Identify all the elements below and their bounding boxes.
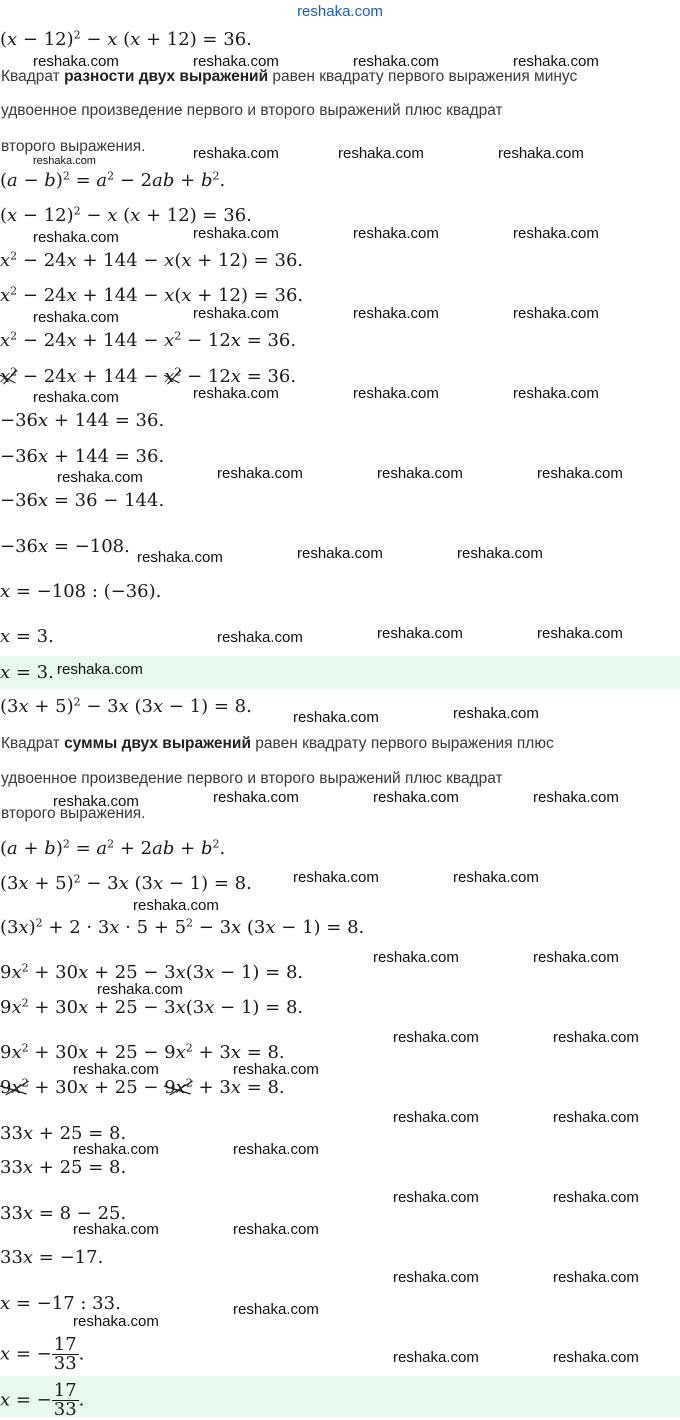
watermark: reshaka.com <box>33 229 119 246</box>
watermark: reshaka.com <box>537 465 623 482</box>
watermark: reshaka.com <box>453 869 539 886</box>
watermark: reshaka.com <box>193 145 279 162</box>
watermark: reshaka.com <box>57 469 143 486</box>
watermark: reshaka.com <box>377 625 463 642</box>
watermark: reshaka.com <box>57 661 143 678</box>
task2-step-2: $(3x)^2 + 2 \cdot 3x \cdot 5 + 5^2 - 3x$ (3x − 1) = 8. <box>0 916 365 938</box>
watermark: reshaka.com <box>533 789 619 806</box>
watermark: reshaka.com <box>293 869 379 886</box>
task1-answer: x = 3. <box>0 662 54 683</box>
watermark: reshaka.com <box>393 1189 479 1206</box>
watermark: reshaka.com <box>233 1221 319 1238</box>
watermark: reshaka.com <box>513 385 599 402</box>
task1-rule-line2: удвоенное произведение первого и второго выражений плюс квадрат <box>1 102 503 119</box>
task1-step-3: $x^2 - 24x + 144 - x(x + 12) = 36$. <box>0 284 304 306</box>
task1-step-2: $x^2 - 24x + 144 - x(x + 12) = 36$. <box>0 249 304 271</box>
watermark: reshaka.com <box>233 1061 319 1078</box>
watermark: reshaka.com <box>233 1301 319 1318</box>
task2-rule-line1: Квадрат суммы двух выражений равен квадрату первого выражения плюс <box>1 735 554 752</box>
watermark: reshaka.com <box>193 305 279 322</box>
fraction: $\frac{17}{33}$ <box>53 1380 77 1420</box>
watermark: reshaka.com <box>73 1313 159 1330</box>
watermark: reshaka.com <box>217 465 303 482</box>
watermark: reshaka.com <box>457 545 543 562</box>
watermark: reshaka.com <box>213 789 299 806</box>
watermark: reshaka.com <box>33 309 119 326</box>
watermark: reshaka.com <box>33 53 119 70</box>
fraction: $\frac{17}{33}$ <box>53 1334 77 1374</box>
task2-rule-line2: удвоенное произведение первого и второго выражений плюс квадрат <box>1 770 503 787</box>
watermark: reshaka.com <box>73 1221 159 1238</box>
task1-step-7: −36x + 144 = 36. <box>0 446 165 467</box>
task2-equation: $(3x + 5)^2 - 3x$ (3x − 1) = 8. <box>0 695 252 717</box>
watermark: reshaka.com <box>513 53 599 70</box>
cancel-mark: $9x^2$ <box>164 1076 193 1098</box>
watermark: reshaka.com <box>377 465 463 482</box>
task1-step-8: −36x = 36 − 144. <box>0 490 165 511</box>
watermark: reshaka.com <box>553 1269 639 1286</box>
task2-step-4: $9x^2 + 30x + 25 - 3x(3x - 1) = 8$. <box>0 996 304 1018</box>
watermark: reshaka.com <box>553 1189 639 1206</box>
watermark: reshaka.com <box>33 389 119 406</box>
task2-step-10: 33x = −17. <box>0 1247 104 1268</box>
site-logo-link[interactable]: reshaka.com <box>297 3 383 20</box>
watermark: reshaka.com <box>193 385 279 402</box>
watermark: reshaka.com <box>137 549 223 566</box>
task1-rule-line3: второго выражения. <box>1 138 146 155</box>
watermark: reshaka.com <box>498 145 584 162</box>
watermark: reshaka.com <box>193 225 279 242</box>
watermark: reshaka.com <box>553 1349 639 1366</box>
watermark: reshaka.com <box>53 793 139 810</box>
watermark: reshaka.com <box>293 709 379 726</box>
task1-formula: $(a - b)^2 = a^2 - 2ab + b^2$. <box>0 169 226 191</box>
watermark: reshaka.com <box>233 1141 319 1158</box>
watermark: reshaka.com <box>537 625 623 642</box>
task1-step-4: $x^2 - 24x + 144 - x^2 - 12x = 36$. <box>0 329 297 351</box>
task2-rule-bold: суммы двух выражений <box>64 735 251 752</box>
task2-rule-line3: второго выражения. <box>1 805 146 822</box>
watermark: reshaka.com <box>217 629 303 646</box>
watermark: reshaka.com <box>133 897 219 914</box>
watermark: reshaka.com <box>393 1109 479 1126</box>
watermark: reshaka.com <box>553 1109 639 1126</box>
watermark: reshaka.com <box>533 949 619 966</box>
task2-step-5: $9x^2 + 30x + 25 - 9x^2 + 3x = 8$. <box>0 1041 285 1063</box>
watermark: reshaka.com <box>393 1029 479 1046</box>
watermark: reshaka.com <box>193 53 279 70</box>
task1-rule-bold: разности двух выражений <box>64 68 269 85</box>
task1-step-1: $(x - 12)^2 - x$ (x + 12) = 36. <box>0 204 252 226</box>
watermark: reshaka.com <box>373 949 459 966</box>
watermark: reshaka.com <box>353 305 439 322</box>
cancel-mark: $x^2$ <box>0 365 18 387</box>
cancel-mark: $9x^2$ <box>0 1076 29 1098</box>
watermark: reshaka.com <box>353 225 439 242</box>
watermark: reshaka.com <box>513 225 599 242</box>
task1-step-5-cancelled: $x^2$ − $24x + 144 - x^2$ − 12x = 36. <box>0 365 297 387</box>
task1-equation: $(x - 12)^2 - x$ (x + 12) = 36. <box>0 28 252 50</box>
task1-step-10: x = −108 : (−36). <box>0 581 162 602</box>
task1-step-11: x = 3. <box>0 626 54 647</box>
task2-step-6-cancelled: $9x^2$ + $30x + 25 - 9x^2$ + 3x = 8. <box>0 1076 285 1098</box>
watermark: reshaka.com <box>553 1029 639 1046</box>
watermark: reshaka.com <box>513 305 599 322</box>
watermark: reshaka.com <box>297 545 383 562</box>
answer-band-2 <box>0 1376 680 1420</box>
task2-answer: x = − $\frac{17}{33}$ . <box>0 1380 85 1420</box>
watermark: reshaka.com <box>353 53 439 70</box>
task2-step-11: x = −17 : 33. <box>0 1293 121 1314</box>
task2-step-7: 33x + 25 = 8. <box>0 1123 127 1144</box>
task1-step-6: −36x + 144 = 36. <box>0 410 165 431</box>
watermark: reshaka.com <box>338 145 424 162</box>
task2-step-1: $(3x + 5)^2 - 3x$ (3x − 1) = 8. <box>0 872 252 894</box>
watermark: reshaka.com <box>353 385 439 402</box>
cancel-mark: $x^2$ <box>164 365 182 387</box>
site-header <box>0 0 680 19</box>
watermark: reshaka.com <box>453 705 539 722</box>
task1-step-9: −36x = −108. <box>0 536 130 557</box>
task2-step-8: 33x + 25 = 8. <box>0 1157 127 1178</box>
watermark: reshaka.com <box>73 1061 159 1078</box>
task2-step-9: 33x = 8 − 25. <box>0 1203 127 1224</box>
watermark: reshaka.com <box>33 155 96 167</box>
watermark: reshaka.com <box>393 1349 479 1366</box>
task1-rule-line1: Квадрат разности двух выражений равен квадрату первого выражения минус <box>1 68 578 85</box>
watermark: reshaka.com <box>393 1269 479 1286</box>
watermark: reshaka.com <box>97 981 183 998</box>
task2-step-12: x = − $\frac{17}{33}$ . <box>0 1334 85 1374</box>
task2-formula: $(a + b)^2 = a^2 + 2ab + b^2$. <box>0 837 226 859</box>
watermark: reshaka.com <box>73 1141 159 1158</box>
watermark: reshaka.com <box>373 789 459 806</box>
task2-step-3: $9x^2 + 30x + 25 - 3x(3x - 1) = 8$. <box>0 961 304 983</box>
